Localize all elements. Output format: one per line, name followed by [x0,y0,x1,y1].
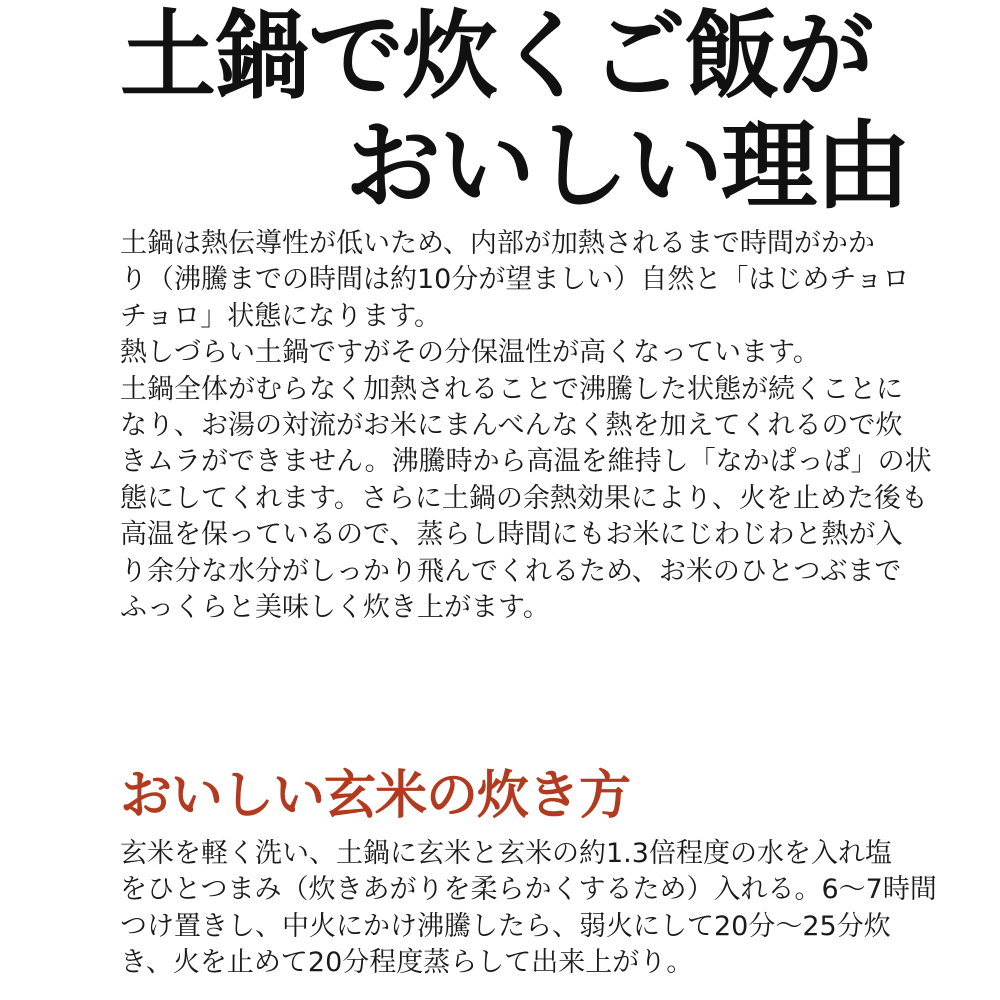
body-line: き、火を止めて20分程度蒸らして出来上がり。 [120,947,694,979]
page-title-line-1: 土鍋で炊くご飯が [120,0,872,112]
body-line: ふっくらと美味しく炊き上がます。 [120,592,550,624]
body-line: きムラができません。沸騰時から高温を維持し「なかぱっぱ」の状 [120,446,932,478]
body-line: 態にしてくれます。さらに土鍋の余熱効果により、火を止めた後も [120,482,928,514]
body-line: なり、お湯の対流がお米にまんべんなく熱を加えてくれるので炊 [120,410,903,442]
section-2-heading: おいしい玄米の炊き方 [120,765,631,826]
body-line: つけ置きし、中火にかけ沸騰したら、弱火にして20分～25分炊 [120,910,891,942]
body-line: 高温を保っているので、蒸らし時間にもお米にじわじわと熱が入 [120,519,903,551]
section-1-body [120,226,932,626]
body-line: り（沸騰までの時間は約10分が望ましい）自然と「はじめチョロ [120,264,910,296]
body-line: をひとつまみ（炊きあがりを柔らかくするため）入れる。6～7時間 [120,874,937,906]
section-2-body [120,836,937,982]
body-line: 土鍋は熱伝導性が低いため、内部が加熱されるまで時間がかか [120,228,875,259]
body-line: チョロ」状態になります。 [120,300,442,332]
body-line: 土鍋全体がむらなく加熱されることで沸騰した状態が続くことに [120,373,903,405]
body-line: り余分な水分がしっかり飛んでくれるため、お米のひとつぶまで [120,555,902,587]
page-title-line-2: おいしい理由 [345,109,909,222]
body-line: 玄米を軽く洗い、土鍋に玄米と玄米の約1.3倍程度の水を入れ塩 [120,838,892,869]
body-line: 熱しづらい土鍋ですがその分保温性が高くなっています。 [120,337,820,369]
